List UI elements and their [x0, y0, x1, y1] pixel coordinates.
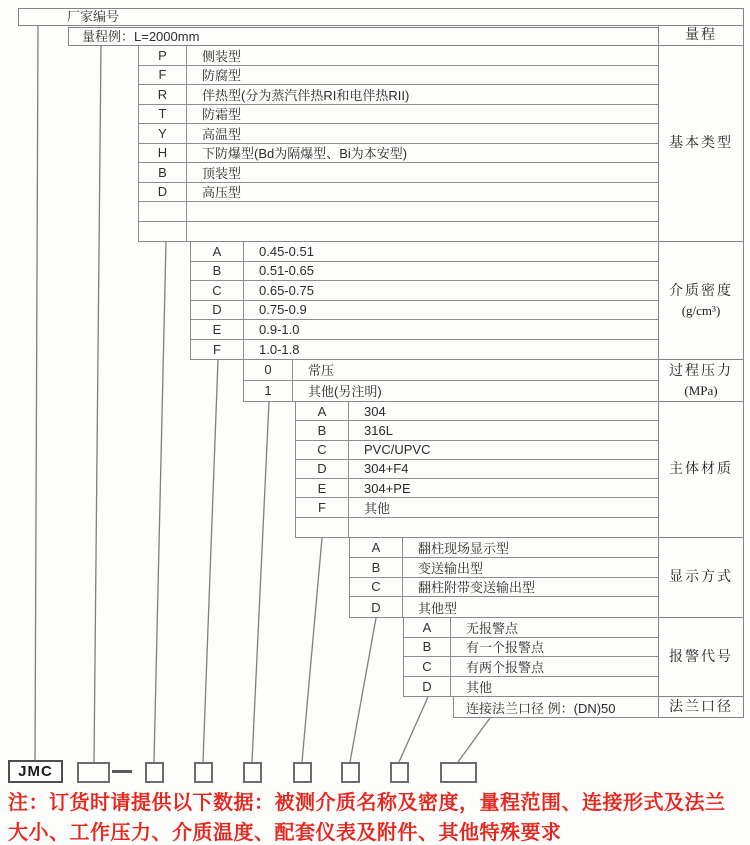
option-desc-cell: 连接法兰口径 例：(DN)50	[466, 700, 616, 716]
section-label-text: 显示方式	[669, 570, 733, 585]
option-row	[139, 124, 658, 144]
option-row	[454, 697, 658, 717]
option-desc-cell: 翻柱现场显示型	[418, 540, 510, 556]
code-blank-box	[145, 762, 164, 783]
connector-line	[399, 697, 428, 762]
option-code-cell: Y	[139, 124, 187, 143]
option-row	[139, 85, 658, 105]
section-table-basic-type	[138, 46, 658, 242]
code-blank-box	[293, 762, 312, 783]
option-desc-cell: 304+PE	[364, 480, 411, 496]
section-label-text: 法兰口径	[669, 699, 733, 715]
connector-line	[35, 26, 38, 761]
option-row	[191, 262, 658, 282]
code-blank-box	[440, 762, 477, 783]
section-label-text: 主体材质	[669, 462, 733, 477]
option-row	[404, 677, 658, 697]
option-row	[244, 381, 658, 402]
code-blank-box	[390, 762, 409, 783]
option-code-cell: E	[191, 320, 244, 339]
section-label-text: 介质密度	[669, 283, 733, 299]
option-code-cell: D	[191, 301, 244, 320]
connector-line	[252, 402, 269, 762]
option-code-cell: B	[404, 638, 451, 657]
section-label-cell	[658, 25, 744, 46]
option-row	[404, 657, 658, 677]
section-label-text: 过程压力	[669, 363, 733, 379]
option-row	[296, 460, 658, 479]
option-desc-cell: 其他	[466, 679, 493, 695]
code-blank-box	[243, 762, 262, 783]
option-desc-cell: 下防爆型(Bd为隔爆型、Bi为本安型)	[202, 146, 408, 162]
option-desc-cell: 高压型	[202, 185, 242, 201]
option-code-cell: F	[191, 340, 244, 360]
section-label-cell	[658, 360, 744, 402]
code-blank-box	[194, 762, 213, 783]
section-label-cell	[658, 538, 744, 618]
section-table-pressure	[243, 360, 658, 402]
option-row	[139, 202, 658, 222]
model-code-box	[8, 760, 63, 783]
option-row	[191, 301, 658, 321]
connector-line	[94, 46, 101, 762]
option-code-cell: 0	[244, 360, 293, 380]
section-label-cell	[658, 46, 744, 242]
option-row	[191, 242, 658, 262]
option-code-cell: D	[296, 460, 349, 478]
section-table-material	[295, 402, 658, 538]
option-desc-cell: 0.51-0.65	[259, 263, 314, 279]
option-row	[350, 558, 658, 578]
option-row	[350, 538, 658, 558]
connector-line	[203, 360, 218, 762]
range-example-text: 量程例：L=2000mm	[82, 29, 200, 44]
section-table-flange-size	[453, 697, 658, 718]
option-desc-cell: 其他(另注明)	[308, 384, 382, 400]
order-note-line-1: 注：订货时请提供以下数据：被测介质名称及密度，量程范围、连接形式及法兰	[8, 792, 726, 814]
option-desc-cell: 翻柱附带变送输出型	[418, 580, 536, 596]
option-desc-cell: 顶装型	[202, 165, 242, 181]
option-code-cell: 1	[244, 381, 293, 402]
option-code-cell	[139, 202, 187, 221]
connector-line	[350, 618, 376, 762]
option-row	[296, 441, 658, 460]
option-code-cell: A	[350, 538, 403, 557]
option-desc-cell: 高温型	[202, 126, 242, 142]
option-code-cell: A	[296, 402, 349, 420]
section-label-text: 量程	[685, 27, 717, 43]
option-row	[296, 479, 658, 498]
option-row	[296, 402, 658, 421]
option-row	[191, 281, 658, 301]
option-desc-cell: 0.75-0.9	[259, 302, 307, 318]
option-row	[139, 105, 658, 125]
option-code-cell: B	[296, 421, 349, 439]
option-code-cell: B	[191, 262, 244, 281]
option-code-cell: A	[191, 242, 244, 261]
model-separator-dash	[112, 770, 132, 773]
option-row	[191, 340, 658, 360]
option-row	[296, 518, 658, 537]
section-label-cell	[658, 618, 744, 697]
option-desc-cell: 常压	[308, 363, 335, 379]
option-code-cell: F	[296, 498, 349, 516]
option-row	[296, 421, 658, 440]
option-desc-cell: 304	[364, 403, 386, 419]
option-desc-cell: PVC/UPVC	[364, 442, 431, 458]
option-code-cell: D	[404, 677, 451, 697]
section-label-text: 报警代号	[669, 649, 733, 665]
code-blank-box	[341, 762, 360, 783]
section-label-cell	[658, 242, 744, 360]
option-code-cell: H	[139, 144, 187, 163]
code-blank-box	[77, 762, 110, 783]
option-row	[139, 222, 658, 242]
option-code-cell: E	[296, 479, 349, 497]
option-desc-cell: 0.9-1.0	[259, 321, 300, 337]
option-code-cell: B	[350, 558, 403, 577]
option-desc-cell: 0.65-0.75	[259, 282, 314, 298]
option-code-cell: C	[296, 441, 349, 459]
section-table-alarm-code	[403, 618, 658, 697]
option-row	[404, 618, 658, 638]
option-desc-cell: 1.0-1.8	[259, 341, 300, 357]
option-desc-cell	[187, 222, 658, 242]
option-row	[191, 320, 658, 340]
manufacturer-code-label: 厂家编号	[67, 9, 120, 24]
option-code-cell: T	[139, 105, 187, 124]
section-label-cell	[658, 697, 744, 718]
option-desc-cell: 有一个报警点	[466, 640, 545, 656]
option-desc-cell	[187, 202, 658, 221]
section-table-display-mode	[349, 538, 658, 618]
option-desc-cell: 有两个报警点	[466, 659, 545, 675]
option-code-cell	[296, 518, 349, 537]
connector-line	[458, 718, 490, 762]
section-label-text: (MPa)	[684, 382, 718, 398]
order-note-line-2: 大小、工作压力、介质温度、配套仪表及附件、其他特殊要求	[8, 822, 562, 844]
option-row	[350, 578, 658, 598]
option-desc-cell: 304+F4	[364, 461, 409, 477]
option-code-cell: C	[404, 657, 451, 676]
option-row	[139, 183, 658, 203]
option-desc-cell: 侧装型	[202, 48, 242, 64]
option-desc-cell: 变送输出型	[418, 560, 484, 576]
option-row	[139, 163, 658, 183]
option-code-cell: D	[139, 183, 187, 202]
option-desc-cell: 防霜型	[202, 107, 242, 123]
option-code-cell: F	[139, 66, 187, 85]
option-desc-cell	[349, 518, 658, 537]
option-desc-cell: 其他型	[418, 600, 458, 616]
option-desc-cell: 316L	[364, 422, 393, 438]
option-row	[404, 638, 658, 658]
option-desc-cell: 无报警点	[466, 620, 519, 636]
option-desc-cell: 0.45-0.51	[259, 243, 314, 259]
connector-line	[154, 242, 166, 762]
option-code-cell: C	[191, 281, 244, 300]
connector-line	[302, 538, 322, 762]
option-row	[139, 46, 658, 66]
option-code-cell	[139, 222, 187, 242]
option-desc-cell: 防腐型	[202, 68, 242, 84]
option-row	[139, 144, 658, 164]
option-row	[350, 597, 658, 617]
option-row	[244, 360, 658, 381]
manufacturer-code-box	[18, 8, 744, 26]
option-code-cell: C	[350, 578, 403, 597]
option-code-cell: R	[139, 85, 187, 104]
option-code-cell: D	[350, 597, 403, 617]
option-row	[139, 66, 658, 86]
option-code-cell: A	[404, 618, 451, 637]
model-code-text: JMC	[18, 763, 53, 780]
section-table-density	[190, 242, 658, 360]
option-desc-cell: 其他	[364, 501, 391, 517]
option-desc-cell: 伴热型(分为蒸汽伴热RI和电伴热RII)	[202, 87, 410, 103]
option-code-cell: B	[139, 163, 187, 182]
section-label-text: (g/cm³)	[681, 302, 721, 318]
section-label-cell	[658, 402, 744, 538]
option-code-cell: P	[139, 46, 187, 65]
section-label-text: 基本类型	[669, 136, 733, 151]
option-row	[296, 498, 658, 517]
range-example-box	[68, 27, 658, 46]
